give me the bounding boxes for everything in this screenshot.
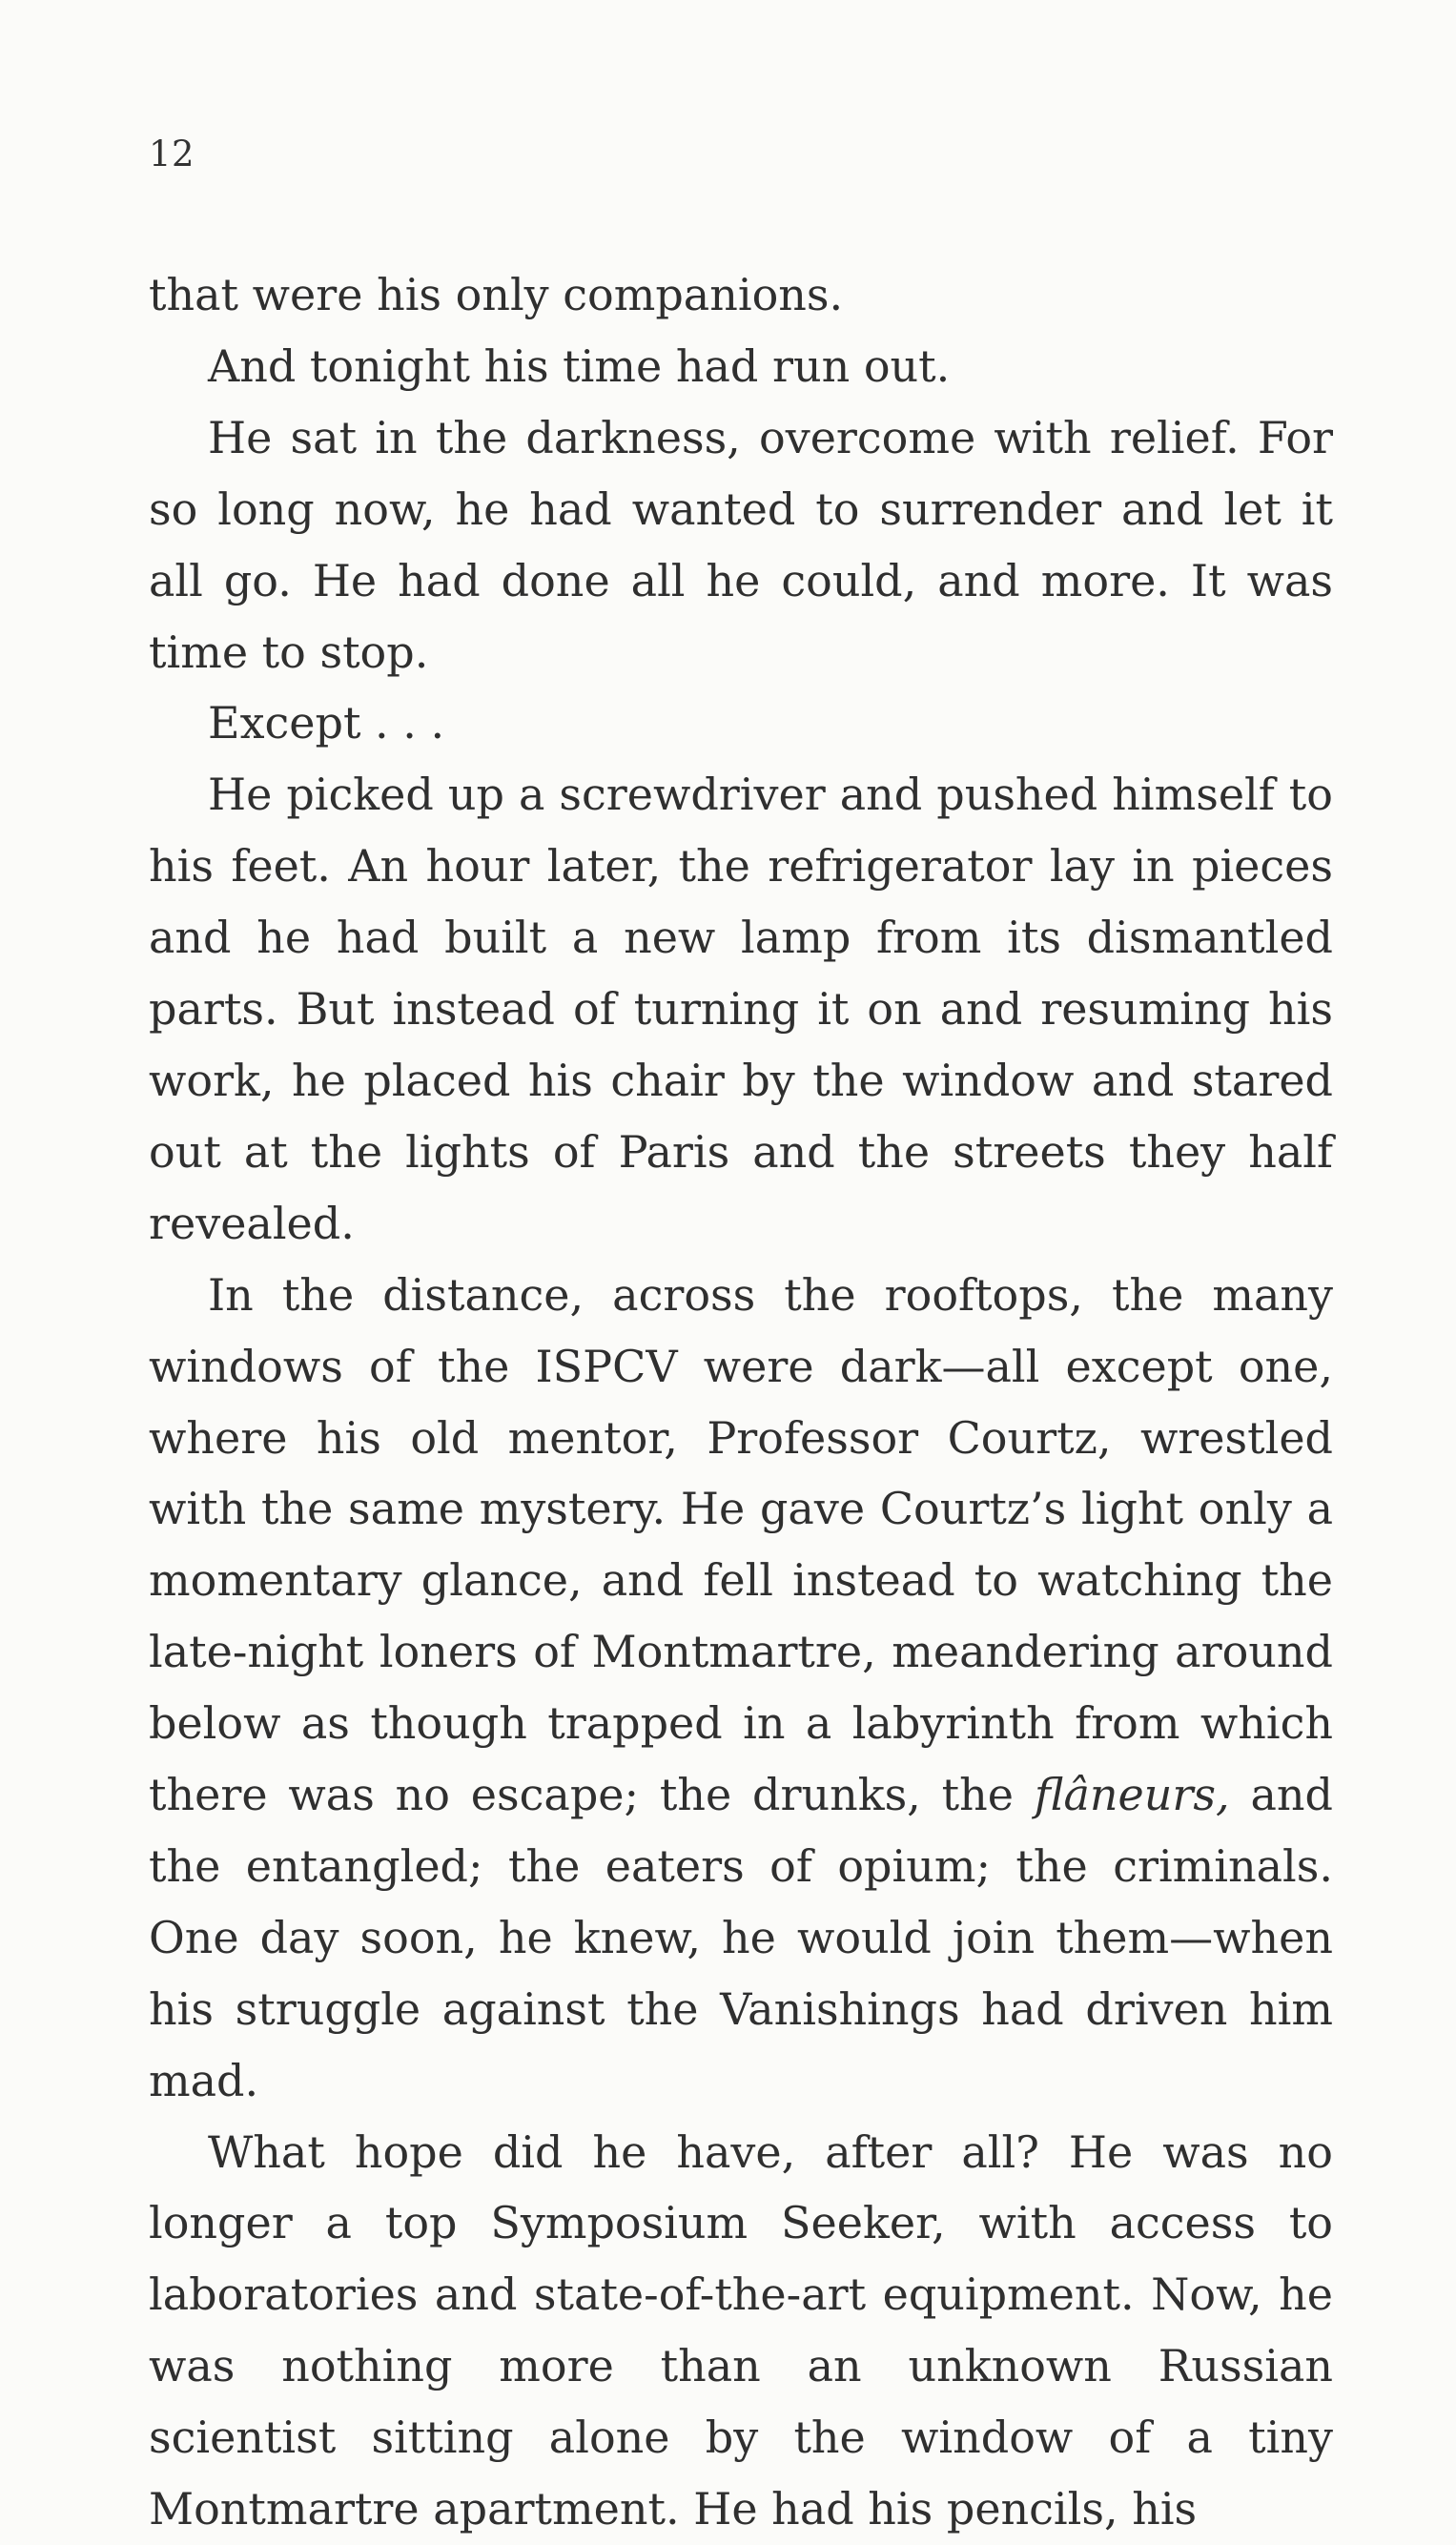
paragraph-6-start: In the distance, across the rooftops, the many windows of the ISPCV were dark—all except one, where his old mentor, Professor Courtz, wrestled with the same mystery. He gave Courtz’s light only a momentary glance, and fell instead to watching the late-night loners of Montmartre, meandering around below as though trapped in a labyrinth from which there was no escape; the drunks, the bbox=[149, 1268, 1333, 1821]
paragraph-7: What hope did he have, after all? He was no longer a top Symposium Seeker, with access to laboratories and state-of-the-art equipment. Now, he was nothing more than an unknown Russian scientist sitting alone by the window of a tiny Montmartre apartment. He had his pencils, his bbox=[149, 2125, 1333, 2535]
paragraph-4: Except . . . bbox=[208, 697, 445, 749]
paragraph-2: And tonight his time had run out. bbox=[208, 339, 951, 392]
italic-flaneurs: flâneurs, bbox=[1034, 1769, 1230, 1821]
body-text bbox=[149, 259, 1333, 2545]
paragraph-5: He picked up a screwdriver and pushed himself to his feet. An hour later, the refrigerator lay in pieces and he had built a new lamp from its dismantled parts. But instead of turning it on and resuming his work, he placed his chair by the window and stared out at the lights of Paris and the streets they half revealed. bbox=[149, 769, 1333, 1249]
paragraph-3: He sat in the darkness, overcome with relief. For so long now, he had wanted to surrender and let it all go. He had done all he could, and more. It was time to stop. bbox=[149, 411, 1333, 678]
paragraph-1: that were his only companions. bbox=[149, 269, 844, 320]
paragraph-6 bbox=[149, 1260, 1333, 2117]
page-number: 12 bbox=[149, 133, 195, 174]
paragraph-6-end: and the entangled; the eaters of opium; the criminals. One day soon, he knew, he would join them—when his struggle against the Vanishings had driven him mad. bbox=[149, 1769, 1333, 2106]
